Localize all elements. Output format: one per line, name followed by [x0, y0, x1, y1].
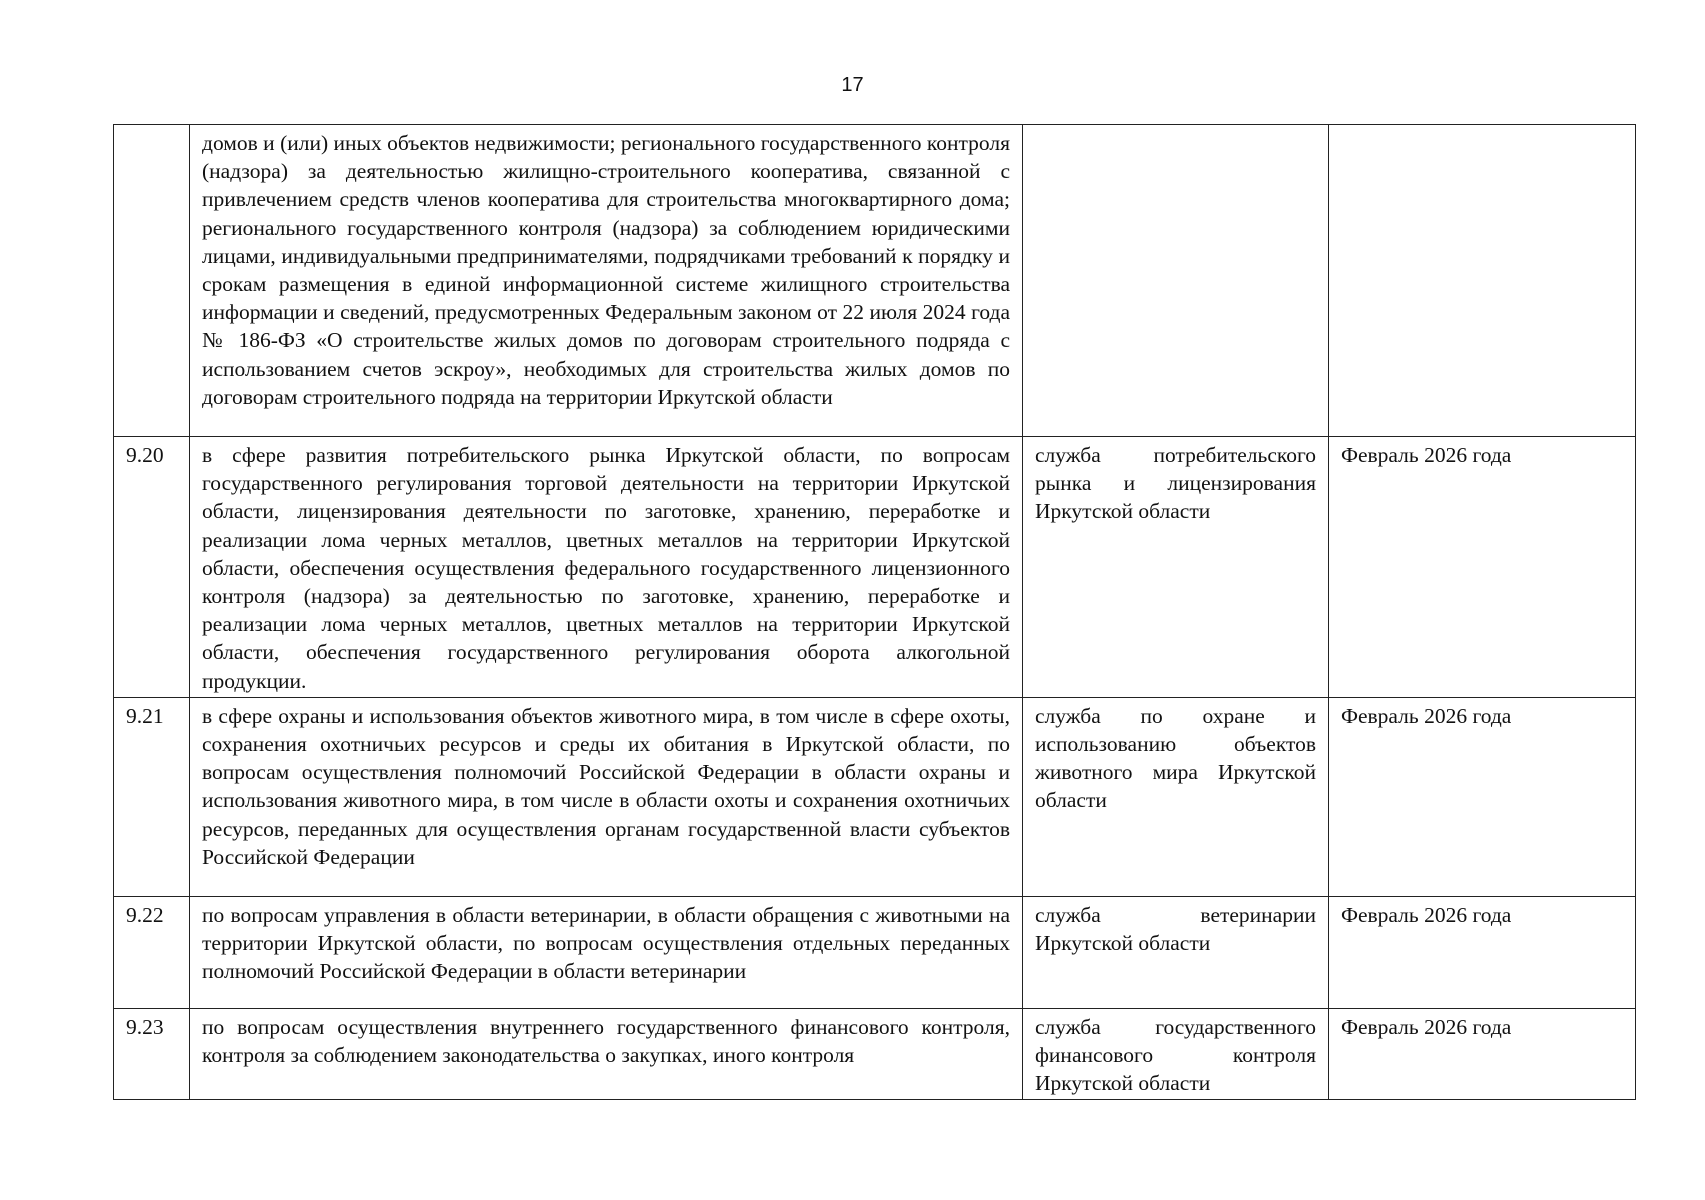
row-responsible-cell: служба потребительского рынка и лицензирования Иркутской области [1023, 437, 1329, 698]
row-responsible-cell: служба государственного финансового контроля Иркутской области [1023, 1008, 1329, 1100]
page-number: 17 [841, 74, 864, 96]
row-number-cell: 9.21 [114, 697, 190, 896]
table-row [114, 1008, 1636, 1100]
row-responsible-cell: служба ветеринарии Иркутской области [1023, 896, 1329, 1008]
table-row [114, 697, 1636, 896]
row-description-cell: в сфере охраны и использования объектов животного мира, в том числе в сфере охоты, сохранения охотничьих ресурсов и среды их обитания в Иркутской области, по вопросам осуществления полномочий Российской Федерации в области охраны и использования животного мира, в том числе в области охоты и сохранения охотничьих ресурсов, переданных для осуществления органам государственной власти субъектов Российской Федерации [190, 697, 1023, 896]
row-deadline-cell: Февраль 2026 года [1329, 697, 1636, 896]
row-responsible-cell: служба по охране и использованию объектов животного мира Иркутской области [1023, 697, 1329, 896]
plan-table [113, 124, 1636, 1100]
row-deadline-cell: Февраль 2026 года [1329, 437, 1636, 698]
row-deadline-cell [1329, 125, 1636, 437]
row-description-cell: в сфере развития потребительского рынка Иркутской области, по вопросам государственного регулирования торговой деятельности на территории Иркутской области, лицензирования деятельности по заготовке, хранению, переработке и реализации лома черных металлов, цветных металлов на территории Иркутской области, обеспечения осуществления федерального государственного лицензионного контроля (надзора) за деятельностью по заготовке, хранению, переработке и реализации лома черных металлов, цветных металлов на территории Иркутской области, обеспечения государственного регулирования оборота алкогольной продукции. [190, 437, 1023, 698]
row-description-cell: домов и (или) иных объектов недвижимости; регионального государственного контроля (надзора) за деятельностью жилищно-строительного кооператива, связанной с привлечением средств членов кооператива для строительства многоквартирного дома; регионального государственного контроля (надзора) за соблюдением юридическими лицами, индивидуальными предпринимателями, подрядчиками требований к порядку и срокам размещения в единой информационной системе жилищного строительства информации и сведений, предусмотренных Федеральным законом от 22 июля 2024 года № 186-ФЗ «О строительстве жилых домов по договорам строительного подряда с использованием счетов эскроу», необходимых для строительства жилых домов по договорам строительного подряда на территории Иркутской области [190, 125, 1023, 437]
row-deadline-cell: Февраль 2026 года [1329, 1008, 1636, 1100]
row-deadline-cell: Февраль 2026 года [1329, 896, 1636, 1008]
row-number-cell [114, 125, 190, 437]
row-number-cell: 9.23 [114, 1008, 190, 1100]
row-description-cell: по вопросам управления в области ветеринарии, в области обращения с животными на территории Иркутской области, по вопросам осуществления отдельных переданных полномочий Российской Федерации в области ветеринарии [190, 896, 1023, 1008]
row-number-cell: 9.22 [114, 896, 190, 1008]
row-description-cell: по вопросам осуществления внутреннего государственного финансового контроля, контроля за соблюдением законодательства о закупках, иного контроля [190, 1008, 1023, 1100]
row-responsible-cell [1023, 125, 1329, 437]
table-row [114, 896, 1636, 1008]
row-number-cell: 9.20 [114, 437, 190, 698]
table-row [114, 125, 1636, 437]
table-row [114, 437, 1636, 698]
